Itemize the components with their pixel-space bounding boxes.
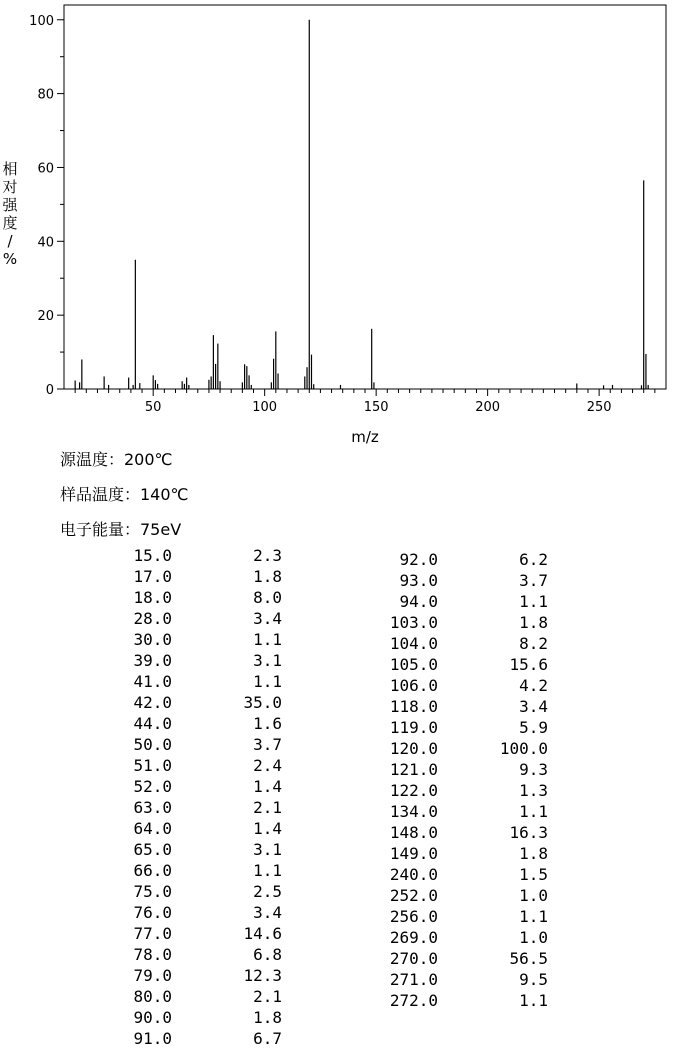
mz-value: 119.0 — [389, 718, 438, 737]
mz-value: 252.0 — [389, 886, 438, 905]
electron-energy: 电子能量：75eV — [60, 520, 182, 539]
mz-value: 106.0 — [389, 676, 438, 695]
table-row — [300, 823, 600, 844]
table-row — [0, 672, 300, 693]
mz-value: 148.0 — [389, 823, 438, 842]
mz-value: 42.0 — [133, 693, 172, 712]
table-row — [0, 756, 300, 777]
intensity-value: 1.1 — [519, 907, 548, 926]
sample-temperature: 样品温度：140℃ — [60, 485, 189, 504]
peak-table-left — [0, 546, 300, 1046]
mz-value: 44.0 — [133, 714, 172, 733]
x-axis-label: m/z — [351, 428, 379, 446]
mz-value: 104.0 — [389, 634, 438, 653]
intensity-value: 5.9 — [519, 718, 548, 737]
table-row — [300, 991, 600, 1012]
intensity-value: 3.1 — [253, 651, 282, 670]
table-row — [300, 970, 600, 991]
table-row — [0, 882, 300, 903]
table-row — [0, 1008, 300, 1029]
mz-value: 94.0 — [399, 592, 438, 611]
intensity-value: 1.1 — [253, 672, 282, 691]
table-row — [0, 546, 300, 567]
table-row — [300, 592, 600, 613]
table-row — [0, 840, 300, 861]
plot-frame — [64, 5, 666, 389]
mz-value: 271.0 — [389, 970, 438, 989]
intensity-value: 100.0 — [499, 739, 548, 758]
mz-value: 78.0 — [133, 945, 172, 964]
mz-value: 30.0 — [133, 630, 172, 649]
intensity-value: 1.0 — [519, 928, 548, 947]
y-axis-label-char: % — [2, 250, 18, 268]
table-row — [0, 735, 300, 756]
table-row — [0, 798, 300, 819]
intensity-value: 56.5 — [509, 949, 548, 968]
intensity-value: 3.4 — [253, 903, 282, 922]
peak-table-right — [300, 550, 600, 1020]
table-row — [0, 630, 300, 651]
spectrum-bars — [75, 20, 648, 389]
y-tick-label: 0 — [45, 383, 54, 398]
intensity-value: 8.2 — [519, 634, 548, 653]
mz-value: 270.0 — [389, 949, 438, 968]
y-tick-label: 40 — [37, 235, 54, 251]
mz-value: 77.0 — [133, 924, 172, 943]
table-row — [0, 714, 300, 735]
intensity-value: 35.0 — [243, 693, 282, 712]
table-row — [0, 987, 300, 1008]
mz-value: 80.0 — [133, 987, 172, 1006]
y-axis-label-char: 对 — [2, 178, 18, 196]
mz-value: 51.0 — [133, 756, 172, 775]
intensity-value: 3.1 — [253, 840, 282, 859]
mz-value: 39.0 — [133, 651, 172, 670]
intensity-value: 15.6 — [509, 655, 548, 674]
intensity-value: 3.7 — [519, 571, 548, 590]
mz-value: 92.0 — [399, 550, 438, 569]
mz-value: 63.0 — [133, 798, 172, 817]
intensity-value: 9.5 — [519, 970, 548, 989]
intensity-value: 3.4 — [253, 609, 282, 628]
table-row — [300, 739, 600, 760]
mz-value: 118.0 — [389, 697, 438, 716]
intensity-value: 1.1 — [519, 802, 548, 821]
table-row — [300, 697, 600, 718]
table-row — [0, 945, 300, 966]
table-row — [300, 655, 600, 676]
mz-value: 64.0 — [133, 819, 172, 838]
table-row — [0, 693, 300, 714]
x-tick-label: 50 — [144, 400, 162, 415]
table-row — [300, 802, 600, 823]
mz-value: 269.0 — [389, 928, 438, 947]
mz-value: 272.0 — [389, 991, 438, 1010]
intensity-value: 6.7 — [253, 1029, 282, 1048]
mz-value: 90.0 — [133, 1008, 172, 1027]
mz-value: 91.0 — [133, 1029, 172, 1048]
intensity-value: 4.2 — [519, 676, 548, 695]
minor-ticks — [60, 57, 655, 393]
intensity-value: 6.2 — [519, 550, 548, 569]
mz-value: 256.0 — [389, 907, 438, 926]
x-tick-label: 250 — [586, 400, 612, 415]
table-row — [0, 924, 300, 945]
mz-value: 105.0 — [389, 655, 438, 674]
intensity-value: 1.4 — [253, 777, 282, 796]
table-row — [300, 613, 600, 634]
table-row — [300, 676, 600, 697]
table-row — [300, 550, 600, 571]
intensity-value: 1.8 — [253, 567, 282, 586]
y-tick-label: 80 — [37, 87, 54, 103]
mz-value: 41.0 — [133, 672, 172, 691]
y-axis-label-char: / — [7, 232, 13, 250]
x-tick-label: 100 — [252, 400, 278, 415]
table-row — [0, 861, 300, 882]
mz-value: 122.0 — [389, 781, 438, 800]
mz-value: 15.0 — [133, 546, 172, 565]
y-tick-label: 60 — [37, 161, 54, 177]
y-axis-label-char: 强 — [2, 196, 18, 214]
table-row — [300, 718, 600, 739]
intensity-value: 1.8 — [519, 613, 548, 632]
mass-spectrum-chart — [0, 0, 680, 450]
mz-value: 121.0 — [389, 760, 438, 779]
mz-value: 17.0 — [133, 567, 172, 586]
table-row — [300, 571, 600, 592]
table-row — [300, 886, 600, 907]
x-tick-label: 150 — [363, 400, 389, 415]
table-row — [0, 609, 300, 630]
mz-value: 52.0 — [133, 777, 172, 796]
intensity-value: 6.8 — [253, 945, 282, 964]
table-row — [0, 1029, 300, 1050]
table-row — [300, 949, 600, 970]
table-row — [0, 588, 300, 609]
y-axis-label — [0, 160, 20, 268]
mz-value: 120.0 — [389, 739, 438, 758]
table-row — [0, 651, 300, 672]
intensity-value: 1.5 — [519, 865, 548, 884]
mz-value: 76.0 — [133, 903, 172, 922]
mz-value: 149.0 — [389, 844, 438, 863]
mz-value: 75.0 — [133, 882, 172, 901]
intensity-value: 3.7 — [253, 735, 282, 754]
table-row — [300, 928, 600, 949]
mz-value: 18.0 — [133, 588, 172, 607]
intensity-value: 1.1 — [519, 592, 548, 611]
intensity-value: 1.1 — [519, 991, 548, 1010]
intensity-value: 1.8 — [519, 844, 548, 863]
table-row — [0, 777, 300, 798]
source-temperature: 源温度：200℃ — [60, 450, 173, 469]
table-row — [300, 781, 600, 802]
intensity-value: 1.3 — [519, 781, 548, 800]
mz-value: 28.0 — [133, 609, 172, 628]
intensity-value: 2.4 — [253, 756, 282, 775]
intensity-value: 16.3 — [509, 823, 548, 842]
intensity-value: 1.0 — [519, 886, 548, 905]
intensity-value: 1.6 — [253, 714, 282, 733]
intensity-value: 2.1 — [253, 798, 282, 817]
mz-value: 79.0 — [133, 966, 172, 985]
intensity-value: 12.3 — [243, 966, 282, 985]
table-row — [300, 907, 600, 928]
intensity-value: 1.4 — [253, 819, 282, 838]
mz-value: 103.0 — [389, 613, 438, 632]
table-row — [0, 819, 300, 840]
mz-value: 240.0 — [389, 865, 438, 884]
mz-value: 93.0 — [399, 571, 438, 590]
table-row — [300, 844, 600, 865]
y-axis-label-char: 度 — [2, 214, 18, 232]
table-row — [300, 760, 600, 781]
mz-value: 65.0 — [133, 840, 172, 859]
table-row — [300, 865, 600, 886]
intensity-value: 14.6 — [243, 924, 282, 943]
y-tick-label: 20 — [37, 309, 54, 325]
intensity-value: 1.8 — [253, 1008, 282, 1027]
table-row — [0, 966, 300, 987]
table-row — [0, 567, 300, 588]
mz-value: 134.0 — [389, 802, 438, 821]
table-row — [300, 634, 600, 655]
mz-value: 50.0 — [133, 735, 172, 754]
x-tick-label: 200 — [475, 400, 501, 415]
y-tick-label: 100 — [29, 13, 54, 29]
mz-value: 66.0 — [133, 861, 172, 880]
x-axis-ticks — [145, 389, 612, 415]
intensity-value: 8.0 — [253, 588, 282, 607]
y-axis-ticks — [29, 14, 64, 398]
table-row — [0, 903, 300, 924]
intensity-value: 2.1 — [253, 987, 282, 1006]
intensity-value: 1.1 — [253, 630, 282, 649]
intensity-value: 1.1 — [253, 861, 282, 880]
intensity-value: 2.5 — [253, 882, 282, 901]
intensity-value: 2.3 — [253, 546, 282, 565]
intensity-value: 9.3 — [519, 760, 548, 779]
intensity-value: 3.4 — [519, 697, 548, 716]
y-axis-label-char: 相 — [2, 160, 18, 178]
